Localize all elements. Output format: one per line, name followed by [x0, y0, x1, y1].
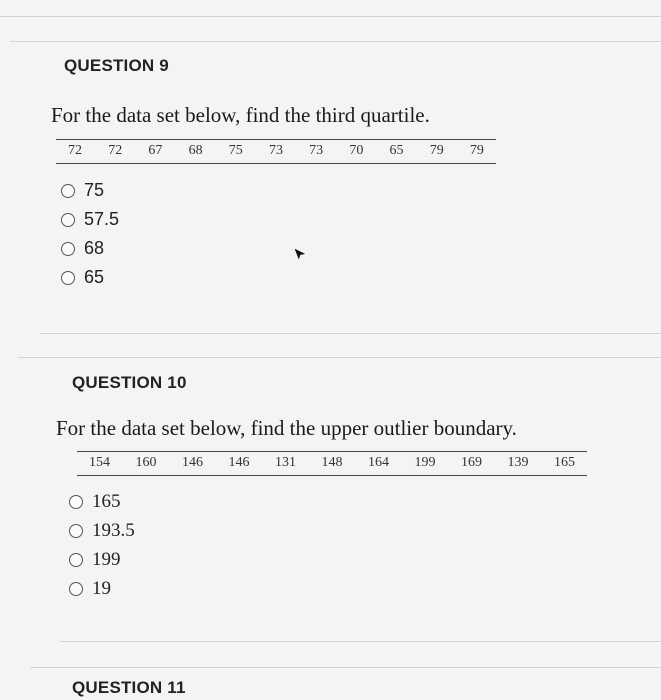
question-11-top-divider — [60, 641, 661, 642]
question-9-data-table — [56, 139, 496, 164]
data-value: 73 — [309, 143, 324, 158]
question-10-title: QUESTION 10 — [72, 373, 187, 392]
data-value: 70 — [349, 143, 364, 158]
question-11-title: QUESTION 11 — [72, 678, 186, 697]
data-value: 131 — [275, 455, 296, 470]
data-value: 72 — [68, 143, 82, 158]
question-9-option-b[interactable] — [61, 205, 119, 234]
option-label: 193.5 — [92, 519, 135, 541]
question-10-options — [69, 487, 135, 603]
radio-icon[interactable] — [61, 242, 75, 256]
option-label: 57.5 — [84, 209, 120, 229]
option-label: 199 — [92, 548, 121, 570]
data-value: 160 — [135, 455, 157, 470]
question-11-top-divider-2 — [30, 667, 661, 668]
data-value: 146 — [182, 455, 203, 470]
data-value: 164 — [368, 455, 389, 470]
question-10-option-b[interactable] — [69, 516, 135, 545]
arrow-cursor-icon — [292, 246, 308, 262]
radio-icon[interactable] — [69, 524, 83, 538]
data-value: 75 — [228, 143, 243, 158]
option-label: 19 — [92, 577, 111, 599]
question-10-option-d[interactable] — [69, 574, 135, 603]
option-label: 68 — [84, 238, 105, 258]
question-10-prompt: For the data set below, find the upper outlier boundary. — [56, 416, 517, 440]
data-value: 146 — [228, 455, 250, 470]
data-value: 72 — [108, 143, 123, 158]
question-10-top-divider-2 — [18, 357, 661, 358]
data-value: 68 — [188, 143, 203, 158]
option-label: 65 — [84, 267, 105, 287]
data-value: 65 — [389, 143, 404, 158]
data-value: 79 — [469, 143, 484, 158]
radio-icon[interactable] — [69, 495, 83, 509]
data-value: 199 — [414, 455, 436, 470]
radio-icon[interactable] — [61, 184, 75, 198]
question-10-option-a[interactable] — [69, 487, 135, 516]
question-10-top-divider — [40, 333, 661, 334]
data-value: 73 — [268, 143, 283, 158]
data-value: 148 — [321, 455, 343, 470]
question-9-top-divider — [10, 41, 661, 42]
top-divider — [0, 16, 661, 17]
option-label: 165 — [92, 490, 121, 512]
question-10-data-table — [77, 451, 587, 476]
data-value: 67 — [148, 143, 163, 158]
radio-icon[interactable] — [69, 553, 83, 567]
question-10-option-c[interactable] — [69, 545, 135, 574]
data-value: 79 — [429, 143, 444, 158]
question-9-title: QUESTION 9 — [64, 56, 169, 75]
data-value: 165 — [554, 455, 575, 470]
radio-icon[interactable] — [61, 213, 75, 227]
question-9-option-c[interactable] — [61, 234, 119, 263]
question-9-prompt: For the data set below, find the third quartile. — [51, 103, 430, 127]
radio-icon[interactable] — [61, 271, 75, 285]
radio-icon[interactable] — [69, 582, 83, 596]
option-label: 75 — [84, 180, 105, 200]
data-value: 139 — [507, 455, 529, 470]
data-value: 154 — [89, 455, 110, 470]
question-9-options — [61, 176, 119, 292]
question-9-option-a[interactable] — [61, 176, 119, 205]
data-value: 169 — [461, 455, 482, 470]
question-9-option-d[interactable] — [61, 263, 119, 292]
